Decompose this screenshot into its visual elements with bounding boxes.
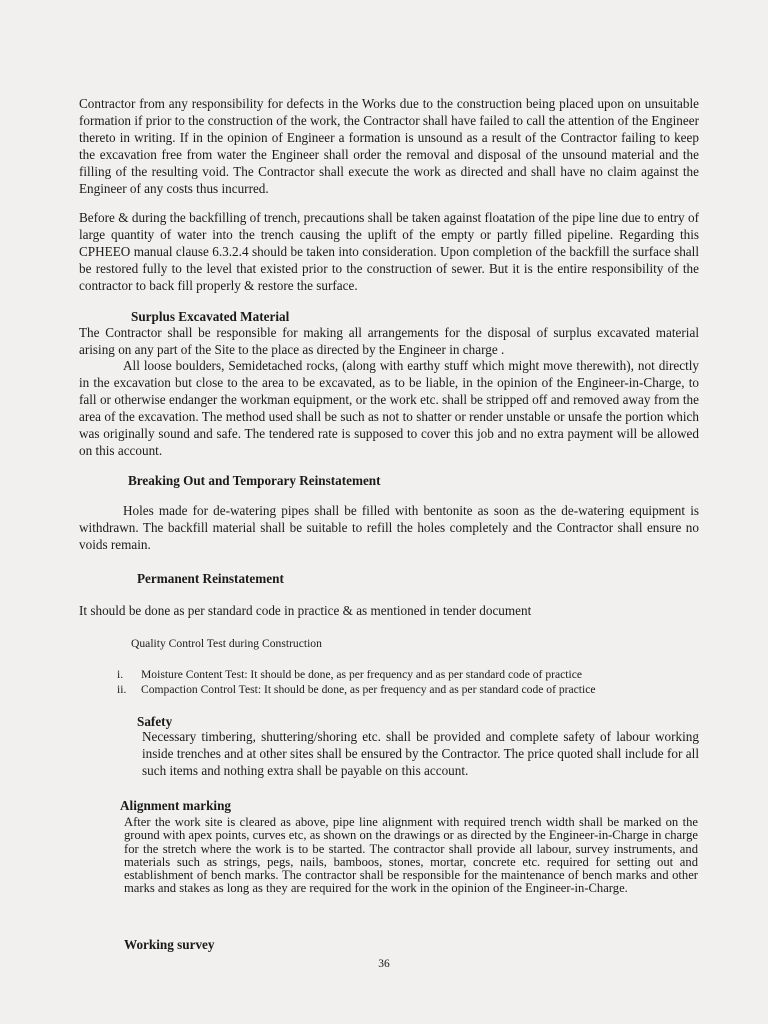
heading-safety: Safety bbox=[137, 714, 173, 729]
paragraph-standard-code: It should be done as per standard code in practice & as mentioned in tender document bbox=[79, 603, 532, 618]
paragraph-dewatering-holes: Holes made for de-watering pipes shall be filled with bentonite as soon as the de-watering equipment is withdrawn. The backfill material shall be suitable to refill the holes completely and the Contractor shall ensure no voids remain. bbox=[79, 503, 699, 552]
list-item-text: Moisture Content Test: It should be done, as per frequency and as per standard code of practice bbox=[141, 668, 583, 681]
paragraph-backfilling: Before & during the backfilling of trench, precautions shall be taken against floatation of the pipe line due to entry of large quantity of water into the trench causing the uplift of the empty or partly filled pipeline. Regarding this CPHEEO manual clause 6.3.2.4 should be taken into consideration. Upon completion of the backfill the surface shall be restored fully to the level that existed prior to the construction of sewer. But it is the entire responsibility of the contractor to back fill properly & restore the surface. bbox=[79, 210, 699, 293]
paragraph-safety: Necessary timbering, shuttering/shoring etc. shall be provided and complete safety of labour working inside trenches and at other sites shall be ensured by the Contractor. The price quoted shall include for all such items and nothing extra shall be payable on this account. bbox=[142, 729, 699, 778]
list-item-number: ii. bbox=[117, 683, 127, 696]
heading-alignment-marking: Alignment marking bbox=[120, 798, 231, 813]
paragraph-surplus-disposal: The Contractor shall be responsible for making all arrangements for the disposal of surplus excavated material arising on any part of the Site to the place as directed by the Engineer in charge . bbox=[79, 325, 699, 357]
heading-permanent-reinstatement: Permanent Reinstatement bbox=[137, 571, 284, 586]
page-number: 36 bbox=[378, 958, 390, 970]
list-item bbox=[117, 682, 717, 697]
paragraph-unsuitable-formation: Contractor from any responsibility for defects in the Works due to the construction being placed upon on unsuitable formation if prior to the construction of the work, the Contractor shall have failed to call the attention of the Engineer thereto in writing. If in the opinion of Engineer a formation is unsound as a result of the Contractor failing to keep the excavation free from water the Engineer shall order the removal and disposal of the unsound material and the filling of the resulting void. The Contractor shall execute the work as directed and shall have no claim against the Engineer of any costs thus incurred. bbox=[79, 96, 699, 196]
heading-surplus-excavated-material: Surplus Excavated Material bbox=[131, 309, 290, 324]
list-item-text: Compaction Control Test: It should be done, as per frequency and as per standard code of practice bbox=[141, 683, 596, 696]
list-item bbox=[117, 667, 717, 682]
heading-breaking-out: Breaking Out and Temporary Reinstatement bbox=[128, 473, 381, 488]
heading-quality-control: Quality Control Test during Construction bbox=[131, 637, 322, 650]
heading-working-survey: Working survey bbox=[124, 937, 215, 952]
paragraph-alignment: After the work site is cleared as above, pipe line alignment with required trench width shall be marked on the ground with apex points, curves etc, as shown on the drawings or as directed by the Engineer-in-Charge in charge for the stretch where the work is to be started. The contractor shall provide all labour, survey instruments, and materials such as strings, pegs, nails, bamboos, stones, mortar, concrete etc. required for setting out and establishment of bench marks. The contractor shall be responsible for the maintenance of bench marks and other marks and stakes as long as they are required for the work in the opinion of the Engineer-in-Charge. bbox=[124, 815, 698, 896]
list-item-number: i. bbox=[117, 668, 124, 681]
paragraph-loose-boulders: All loose boulders, Semidetached rocks, (along with earthy stuff which might move therewith), not directly in the excavation but close to the area to be excavated, as to be liable, in the opinion of the Engineer-in-Charge, to fall or otherwise endanger the workman equipment, or the work etc. shall be stripped off and removed away from the area of the excavation. The method used shall be such as not to shatter or render unstable or unsafe the portion which was originally sound and safe. The tendered rate is supposed to cover this job and no extra payment will be allowed on this account. bbox=[79, 358, 699, 458]
